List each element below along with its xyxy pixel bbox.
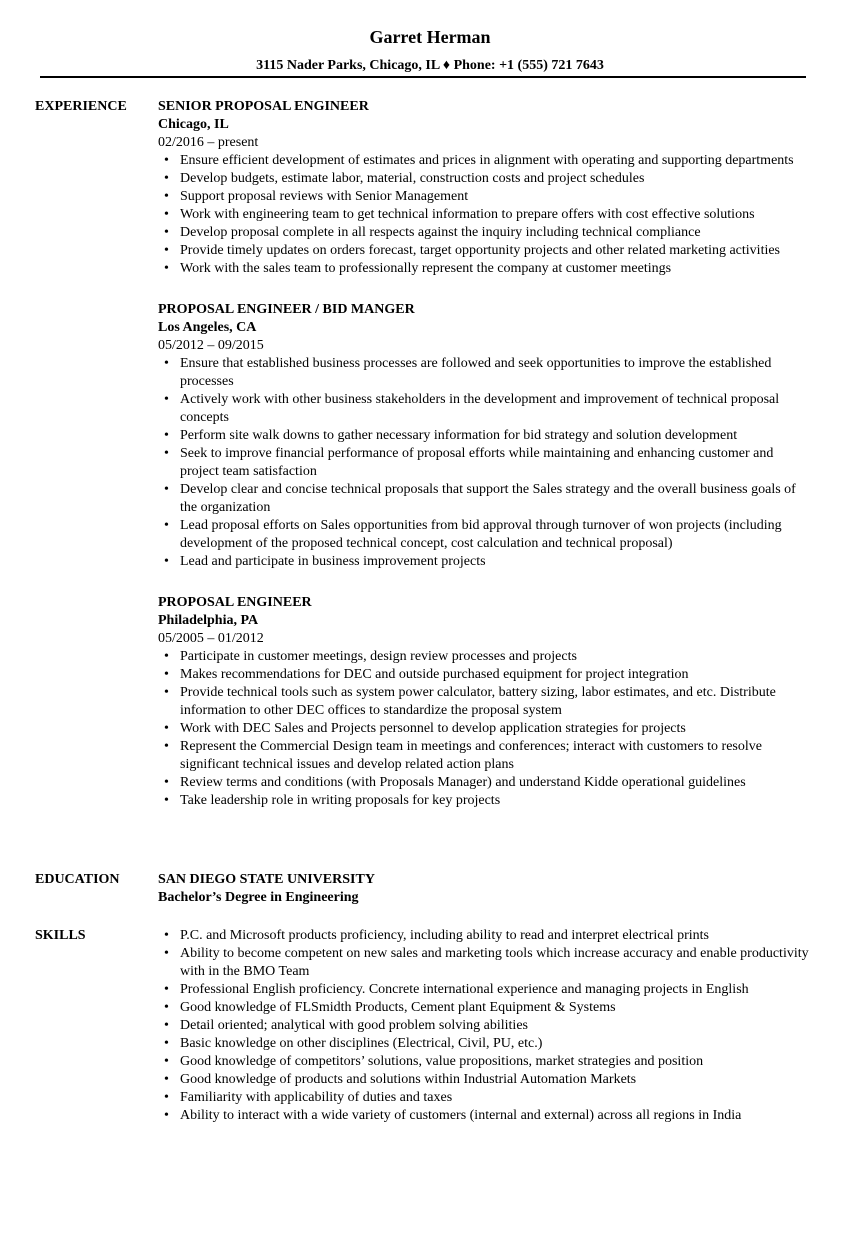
- job-entry: [158, 98, 815, 278]
- bullet-icon: •: [164, 261, 169, 276]
- bullet-item: [158, 170, 815, 188]
- bullet-item: [158, 427, 815, 445]
- bullet-icon: •: [164, 171, 169, 186]
- skill-text: Familiarity with applicability of duties and taxes: [180, 1090, 453, 1105]
- skill-text: Basic knowledge on other disciplines (Electrical, Civil, PU, etc.): [180, 1036, 543, 1051]
- education-body: [158, 871, 815, 907]
- bullet-icon: •: [164, 1000, 169, 1015]
- bullet-icon: •: [164, 446, 169, 461]
- degree: Bachelor’s Degree in Engineering: [158, 890, 359, 905]
- bullet-text: Lead proposal efforts on Sales opportunities from bid approval through turnover of won projects (including development of the proposed technical concept, cost calculation and technical proposal): [180, 518, 782, 551]
- job-bullets: [158, 648, 815, 810]
- bullet-item: [158, 206, 815, 224]
- bullet-icon: •: [164, 721, 169, 736]
- bullet-text: Work with engineering team to get technical information to prepare offers with cost effective solutions: [180, 207, 755, 222]
- bullet-item: [158, 260, 815, 278]
- bullet-icon: •: [164, 793, 169, 808]
- bullet-text: Ensure efficient development of estimates and prices in alignment with operating and supporting departments: [180, 153, 794, 168]
- bullet-icon: •: [164, 928, 169, 943]
- bullet-icon: •: [164, 982, 169, 997]
- skill-text: Professional English proficiency. Concrete international experience and managing projects in English: [180, 982, 749, 997]
- bullet-item: [158, 355, 815, 391]
- bullet-text: Provide technical tools such as system power calculator, battery sizing, labor estimates, and etc. Distribute information to other DEC offices to standardize the proposal system: [180, 685, 776, 718]
- skill-item: [158, 1071, 815, 1089]
- job-bullets: [158, 152, 815, 278]
- skill-item: [158, 945, 815, 981]
- bullet-icon: •: [164, 428, 169, 443]
- bullet-item: [158, 774, 815, 792]
- skill-item: [158, 1035, 815, 1053]
- bullet-item: [158, 188, 815, 206]
- bullet-item: [158, 792, 815, 810]
- bullet-icon: •: [164, 207, 169, 222]
- bullet-text: Review terms and conditions (with Proposals Manager) and understand Kidde operational guidelines: [180, 775, 746, 790]
- skills-body: [158, 927, 815, 1125]
- bullet-text: Seek to improve financial performance of proposal efforts while maintaining and enhancing customer and project team satisfaction: [180, 446, 774, 479]
- job-location: Los Angeles, CA: [158, 320, 257, 335]
- bullet-icon: •: [164, 649, 169, 664]
- job-bullets: [158, 355, 815, 571]
- bullet-item: [158, 720, 815, 738]
- bullet-icon: •: [164, 554, 169, 569]
- skill-item: [158, 1107, 815, 1125]
- job-dates: 05/2005 – 01/2012: [158, 631, 264, 646]
- header-divider: [40, 76, 806, 78]
- skill-item: [158, 981, 815, 999]
- bullet-text: Develop budgets, estimate labor, material, construction costs and project schedules: [180, 171, 645, 186]
- bullet-text: Participate in customer meetings, design review processes and projects: [180, 649, 577, 664]
- bullet-text: Work with the sales team to professionally represent the company at customer meetings: [180, 261, 672, 276]
- section-label-skills: SKILLS: [35, 928, 86, 943]
- job-dates: 02/2016 – present: [158, 135, 259, 150]
- bullet-icon: •: [164, 1072, 169, 1087]
- bullet-icon: •: [164, 153, 169, 168]
- bullet-text: Represent the Commercial Design team in meetings and conferences; interact with customers to resolve significant technical issues and develop related action plans: [180, 739, 762, 772]
- bullet-icon: •: [164, 667, 169, 682]
- bullet-icon: •: [164, 243, 169, 258]
- bullet-icon: •: [164, 1090, 169, 1105]
- bullet-icon: •: [164, 225, 169, 240]
- bullet-text: Actively work with other business stakeholders in the development and improvement of technical proposal concepts: [180, 392, 780, 425]
- skill-text: Ability to interact with a wide variety of customers (internal and external) across all regions in India: [180, 1108, 742, 1123]
- candidate-name: Garret Herman: [369, 27, 491, 47]
- skill-item: [158, 1089, 815, 1107]
- bullet-text: Develop clear and concise technical proposals that support the Sales strategy and the overall business goals of the organization: [180, 482, 796, 515]
- bullet-icon: •: [164, 518, 169, 533]
- job-title: PROPOSAL ENGINEER: [158, 595, 312, 610]
- skill-item: [158, 999, 815, 1017]
- job-dates: 05/2012 – 09/2015: [158, 338, 264, 353]
- school-name: SAN DIEGO STATE UNIVERSITY: [158, 872, 375, 887]
- skill-text: Good knowledge of competitors’ solutions, value propositions, market strategies and position: [180, 1054, 704, 1069]
- bullet-item: [158, 391, 815, 427]
- job-location: Chicago, IL: [158, 117, 229, 132]
- contact-line: 3115 Nader Parks, Chicago, IL ♦ Phone: +1 (555) 721 7643: [256, 58, 604, 73]
- bullet-icon: •: [164, 356, 169, 371]
- bullet-icon: •: [164, 739, 169, 754]
- bullet-item: [158, 684, 815, 720]
- skill-item: [158, 927, 815, 945]
- bullet-text: Ensure that established business processes are followed and seek opportunities to improve the established processes: [180, 356, 772, 389]
- bullet-item: [158, 738, 815, 774]
- bullet-icon: •: [164, 1054, 169, 1069]
- bullet-text: Provide timely updates on orders forecast, target opportunity projects and other related marketing activities: [180, 243, 781, 258]
- bullet-text: Support proposal reviews with Senior Management: [180, 189, 469, 204]
- bullet-icon: •: [164, 1018, 169, 1033]
- bullet-text: Develop proposal complete in all respects against the inquiry including technical compliance: [180, 225, 701, 240]
- skill-item: [158, 1017, 815, 1035]
- skill-text: P.C. and Microsoft products proficiency, including ability to read and interpret electrical prints: [180, 928, 709, 943]
- bullet-text: Perform site walk downs to gather necessary information for bid strategy and solution development: [180, 428, 738, 443]
- bullet-text: Take leadership role in writing proposals for key projects: [180, 793, 501, 808]
- section-label-education: EDUCATION: [35, 872, 120, 887]
- resume-header: [0, 0, 860, 75]
- section-label-experience: EXPERIENCE: [35, 99, 127, 114]
- job-location: Philadelphia, PA: [158, 613, 259, 628]
- bullet-icon: •: [164, 775, 169, 790]
- skill-text: Good knowledge of products and solutions within Industrial Automation Markets: [180, 1072, 637, 1087]
- bullet-icon: •: [164, 482, 169, 497]
- bullet-item: [158, 224, 815, 242]
- bullet-item: [158, 242, 815, 260]
- bullet-icon: •: [164, 946, 169, 961]
- bullet-text: Work with DEC Sales and Projects personnel to develop application strategies for projects: [180, 721, 686, 736]
- bullet-icon: •: [164, 1036, 169, 1051]
- bullet-item: [158, 553, 815, 571]
- skill-item: [158, 1053, 815, 1071]
- bullet-item: [158, 648, 815, 666]
- job-entry: [158, 594, 815, 810]
- bullet-text: Makes recommendations for DEC and outside purchased equipment for project integration: [180, 667, 689, 682]
- bullet-item: [158, 152, 815, 170]
- skill-text: Detail oriented; analytical with good problem solving abilities: [180, 1018, 528, 1033]
- bullet-item: [158, 445, 815, 481]
- bullet-item: [158, 666, 815, 684]
- bullet-icon: •: [164, 1108, 169, 1123]
- bullet-icon: •: [164, 392, 169, 407]
- bullet-icon: •: [164, 189, 169, 204]
- bullet-icon: •: [164, 685, 169, 700]
- job-title: SENIOR PROPOSAL ENGINEER: [158, 99, 369, 114]
- skill-text: Ability to become competent on new sales and marketing tools which increase accuracy and enable productivity with in the BMO Team: [180, 946, 809, 979]
- skill-text: Good knowledge of FLSmidth Products, Cement plant Equipment & Systems: [180, 1000, 616, 1015]
- bullet-text: Lead and participate in business improvement projects: [180, 554, 486, 569]
- bullet-item: [158, 517, 815, 553]
- job-entry: [158, 301, 815, 571]
- job-title: PROPOSAL ENGINEER / BID MANGER: [158, 302, 415, 317]
- bullet-item: [158, 481, 815, 517]
- skills-list: [158, 927, 815, 1125]
- experience-body: [158, 98, 815, 810]
